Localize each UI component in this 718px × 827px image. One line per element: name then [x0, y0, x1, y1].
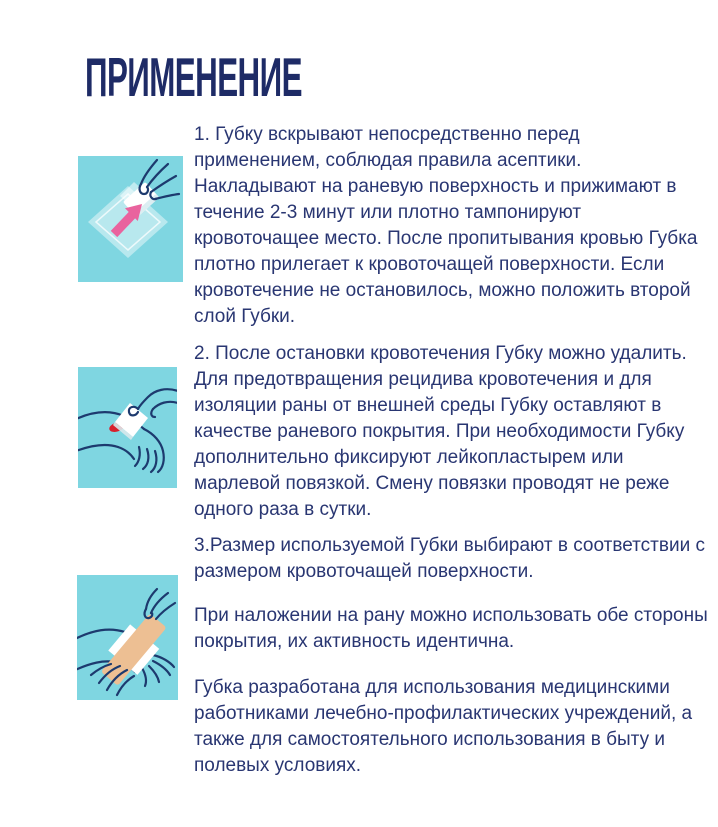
illustration-step-2 [78, 367, 177, 488]
step-3-text: 3.Размер используемой Губки выбирают в соответствии с размером кровоточащей поверхности. [194, 535, 705, 582]
fix-sponge-with-bandage-icon [77, 575, 178, 700]
step-2-text: 2. После остановки кровотечения Губку можно удалить. Для предотвращения рецидива кровотечения и для изоляции раны от внешней среды Губку оставляют в качестве раневого покрытия. При необходимости Губку дополнительно фиксируют лейкопластырем или марлевой повязкой. Смену повязки проводят не реже одного раза в сутки. [194, 343, 687, 520]
page-title [85, 46, 466, 108]
illustration-step-1 [78, 156, 183, 282]
step-1-text: 1. Губку вскрывают непосредственно перед применением, соблюдая правила асептики. Накладывают на раневую поверхность и прижимают в течение 2-3 минут или плотно тампонируют кровоточащее место. После пропитывания кровью Губка плотно прилегает к кровоточащей поверхности. Если кровотечение не остановилось, можно положить второй слой Губки. [194, 124, 698, 327]
open-sponge-package-icon [78, 156, 183, 282]
both-sides-note-text: При наложении на рану можно использовать обе стороны покрытия, их активность идентична. [194, 605, 708, 652]
illustration-step-3 [77, 575, 178, 700]
intended-use-text: Губка разработана для использования медицинскими работниками лечебно-профилактических учреждений, а также для самостоятельного использования в быту и полевых условиях. [194, 677, 693, 776]
apply-sponge-to-wound-icon [78, 367, 177, 488]
page-title-text: ПРИМЕНЕНИЕ [85, 46, 302, 108]
